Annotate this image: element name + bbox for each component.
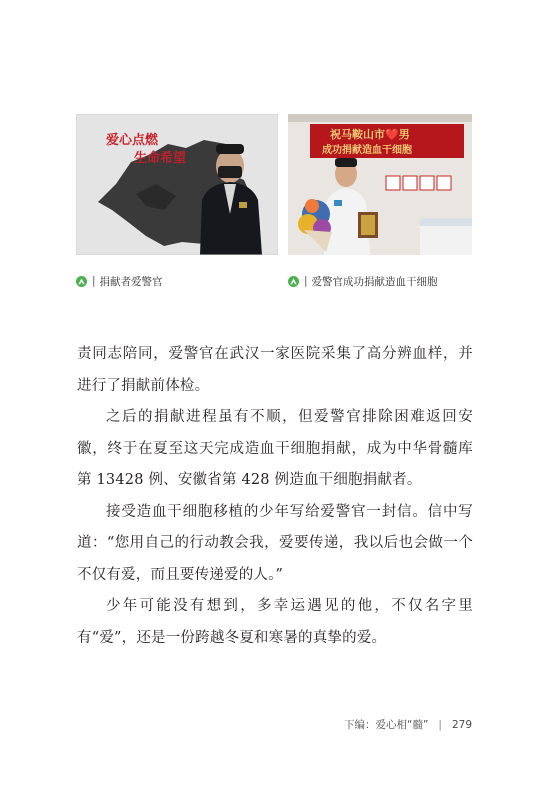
- photo-donation-success: [288, 114, 472, 255]
- caption-left: [76, 273, 163, 289]
- donation-success-image: [288, 114, 472, 255]
- footer-separator: |: [438, 718, 442, 731]
- paragraph-4: 少年可能没有想到，多幸运遇见的他，不仅名字里有“爱”，还是一份跨越冬夏和寒暑的真挚的爱。: [77, 598, 473, 646]
- article-body: [77, 339, 473, 654]
- donor-officer-image: [76, 114, 278, 255]
- caption-right: [288, 273, 438, 289]
- paragraph-3: 接受造血干细胞移植的少年写给爱警官一封信。信中写道：“您用自己的行动教会我，爱要传递，我以后也会做一个不仅有爱，而且要传递爱的人。”: [77, 503, 473, 583]
- poster-text-line2: 生命希望: [134, 151, 187, 166]
- paragraph-1: 责同志陪同，爱警官在武汉一家医院采集了高分辨血样，并进行了捐献前体检。: [77, 346, 473, 394]
- banner-line2: 成功捐献造血干细胞: [322, 145, 412, 156]
- poster-text-line1: 爱心点燃: [106, 133, 159, 148]
- banner-line1: 祝马鞍山市❤️男: [330, 128, 410, 141]
- caption-badge-icon: [288, 276, 299, 287]
- caption-separator: |: [92, 275, 96, 287]
- caption-separator: |: [304, 275, 308, 287]
- caption-text: 捐献者爱警官: [99, 275, 163, 288]
- paragraph-2: 之后的捐献进程虽有不顺，但爱警官排除困难返回安徽，终于在夏至这天完成造血干细胞捐献，成为中华骨髓库第 13428 例、安徽省第 428 例造血干细胞捐献者。: [77, 409, 473, 488]
- page-number: 279: [451, 718, 472, 731]
- page-footer: [344, 717, 472, 732]
- caption-text: 爱警官成功捐献造血干细胞: [311, 275, 438, 288]
- section-title: 下编：爱心相“髓”: [344, 719, 429, 731]
- caption-badge-icon: [76, 276, 87, 287]
- photo-donor-officer: [76, 114, 278, 255]
